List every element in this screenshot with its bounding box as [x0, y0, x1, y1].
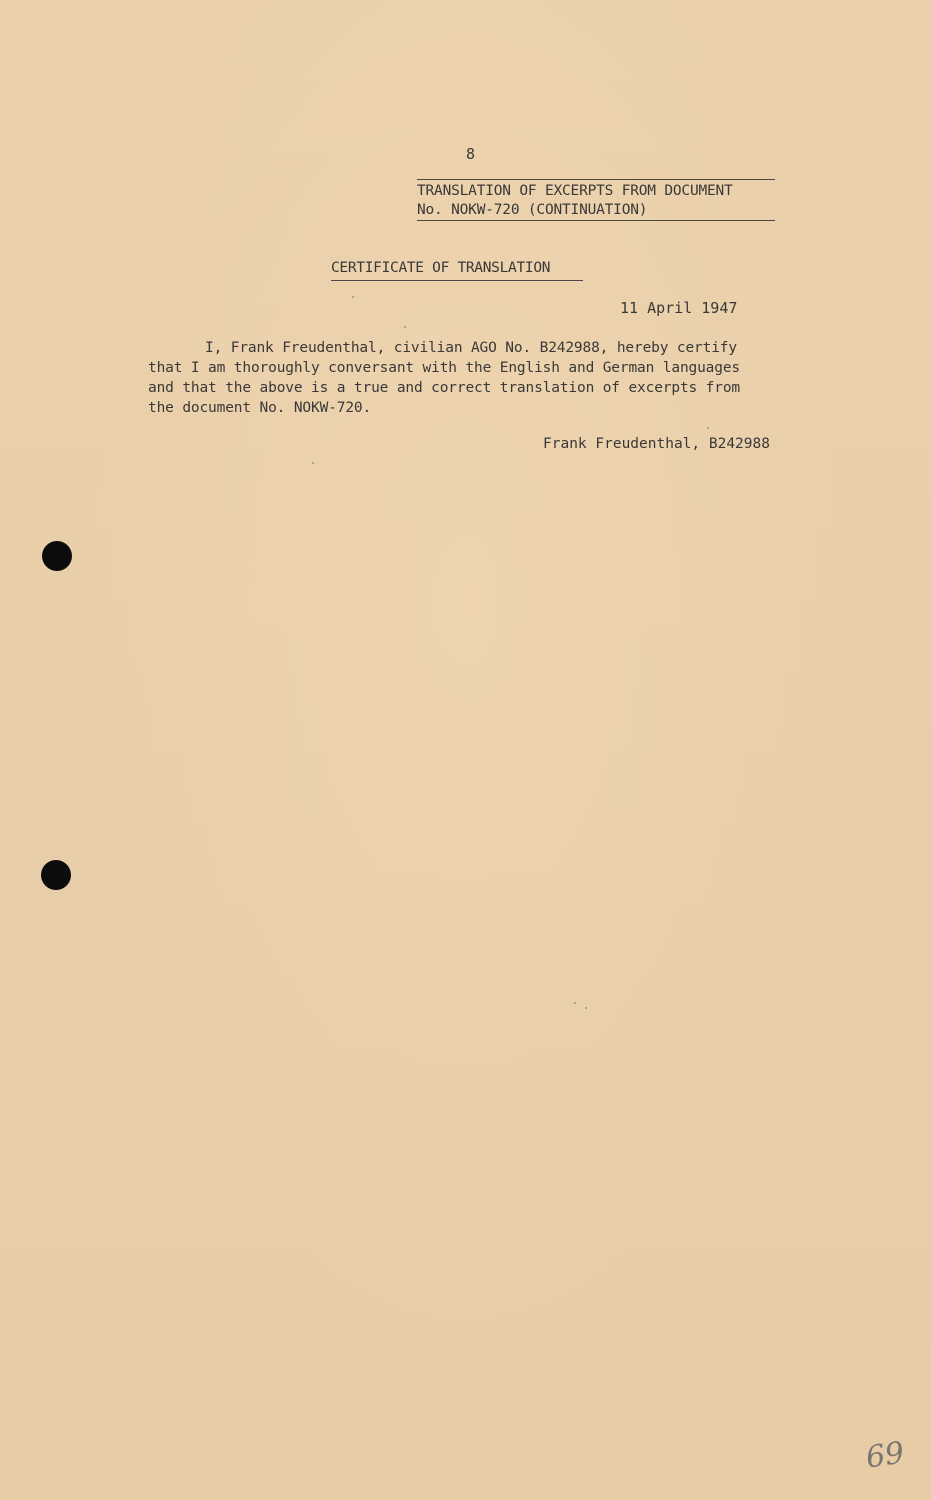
certificate-title-underline — [331, 280, 583, 281]
heading-top-rule — [417, 179, 775, 180]
translator-signature: Frank Freudenthal, B242988 — [543, 436, 770, 452]
certificate-date: 11 April 1947 — [620, 299, 738, 317]
paper-speck — [707, 427, 709, 429]
handwritten-folio-number: 69 — [863, 1435, 907, 1476]
punch-hole-bottom — [41, 860, 71, 890]
certificate-body — [148, 338, 818, 418]
certificate-title-text: CERTIFICATE OF TRANSLATION — [331, 260, 551, 276]
punch-hole-top — [42, 541, 72, 571]
certificate-body-line: the document No. NOKW-720. — [148, 400, 372, 416]
page-number: 8 — [466, 145, 476, 163]
heading-line-1: TRANSLATION OF EXCERPTS FROM DOCUMENT — [417, 183, 733, 199]
paper-speck — [404, 326, 406, 328]
heading-bottom-rule — [417, 220, 775, 221]
paper-speck — [312, 462, 314, 464]
certificate-title — [331, 260, 550, 276]
certificate-body-line: that I am thoroughly conversant with the English and German languages — [148, 360, 741, 376]
paper-speck — [352, 296, 354, 298]
certificate-body-line: I, Frank Freudenthal, civilian AGO No. B242988, hereby certify — [205, 340, 737, 356]
document-heading — [417, 182, 777, 220]
heading-line-2: No. NOKW-720 (CONTINUATION) — [417, 202, 648, 218]
certificate-body-line: and that the above is a true and correct translation of excerpts from — [148, 380, 741, 396]
paper-speck — [574, 1002, 576, 1004]
paper-speck — [585, 1007, 587, 1009]
